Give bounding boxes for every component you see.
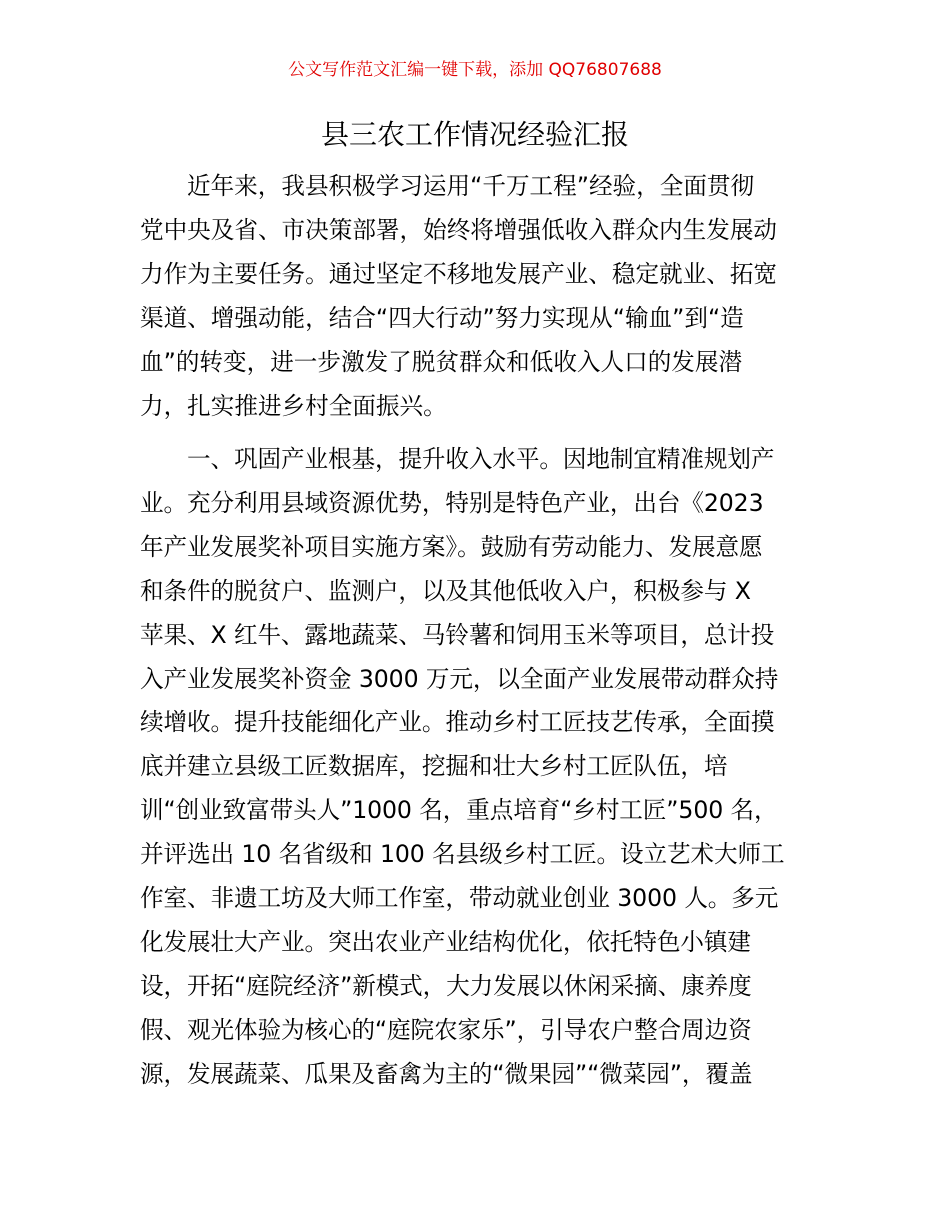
text-line: 血”的转变，进一步激发了脱贫群众和低收入人口的发展潜 [140, 347, 743, 376]
text-line: 和条件的脱贫户、监测户，以及其他低收入户，积极参与 X [140, 576, 751, 605]
text-line: 近年来，我县积极学习运用“千万工程”经验，全面贯彻 [187, 172, 755, 200]
text-line: 作室、非遗工坊及大师工作室，带动就业创业 3000 人。多元 [140, 884, 779, 913]
text-line: 渠道、增强动能，结合“四大行动”努力实现从“输血”到“造 [140, 303, 744, 332]
text-line: 假、观光体验为核心的“庭院农家乐”，引导农户整合周边资 [140, 1015, 752, 1044]
text-line: 化发展壮大产业。突出农业产业结构优化，依托特色小镇建 [140, 927, 751, 956]
text-line: 党中央及省、市决策部署，始终将增强低收入群众内生发展动 [140, 215, 778, 244]
paragraph-section-one [140, 438, 813, 1097]
text-line: 续增收。提升技能细化产业。推动乡村工匠技艺传承，全面摸 [140, 708, 775, 737]
download-notice-link[interactable]: 公文写作范文汇编一键下载，添加 QQ76807688 [288, 60, 662, 80]
text-line: 年产业发展奖补项目实施方案》。鼓励有劳动能力、发展意愿 [140, 532, 763, 561]
text-line: 底并建立县级工匠数据库，挖掘和壮大乡村工匠队伍，培 [140, 752, 728, 781]
text-line: 设，开拓“庭院经济”新模式，大力发展以休闲采摘、康养度 [140, 971, 752, 1000]
document-title: 县三农工作情况经验汇报 [320, 118, 629, 151]
text-line: 并评选出 10 名省级和 100 名县级乡村工匠。设立艺术大师工 [140, 840, 785, 869]
text-line: 力，扎实推进乡村全面振兴。 [140, 391, 447, 420]
text-line: 力作为主要任务。通过坚定不移地发展产业、稳定就业、拓宽 [140, 259, 778, 288]
text-line: 一、巩固产业根基，提升收入水平。因地制宜精准规划产 [187, 445, 775, 473]
text-line: 源，发展蔬菜、瓜果及畜禽为主的“微果园”“微菜园”，覆盖 [140, 1059, 753, 1088]
paragraph-intro [140, 165, 813, 428]
text-line: 入产业发展奖补资金 3000 万元，以全面产业发展带动群众持 [140, 664, 779, 693]
text-line: 苹果、X 红牛、露地蔬菜、马铃薯和饲用玉米等项目，总计投 [140, 620, 775, 649]
text-line: 训“创业致富带头人”1000 名，重点培育“乡村工匠”500 名， [140, 796, 778, 825]
text-line: 业。充分利用县域资源优势，特别是特色产业，出台《2023 [140, 488, 764, 517]
